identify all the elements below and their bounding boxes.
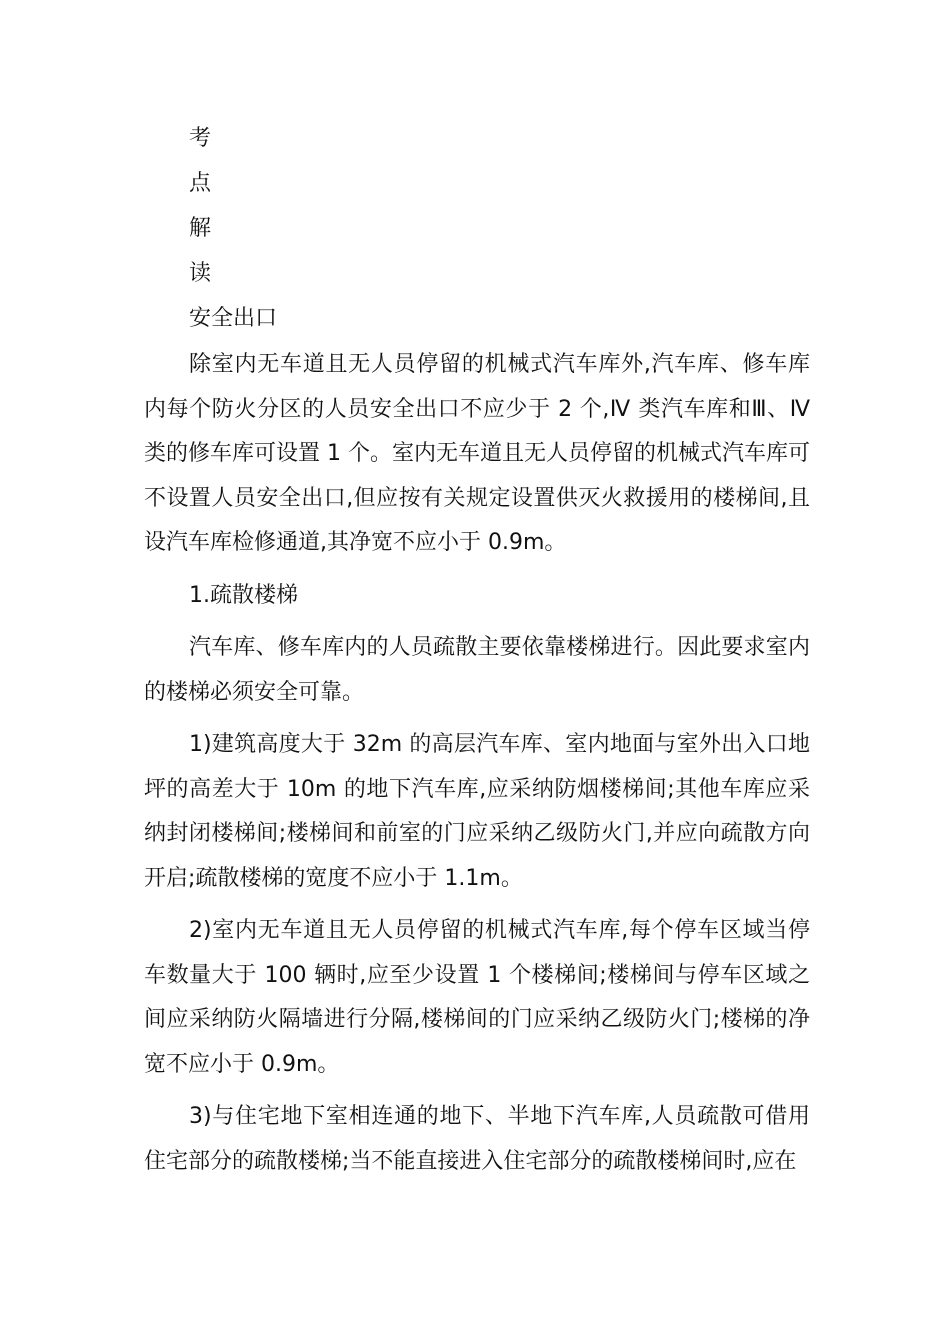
- paragraph-item-3: 3)与住宅地下室相连通的地下、半地下汽车库,人员疏散可借用住宅部分的疏散楼梯;当不能直接进入住宅部分的疏散楼梯间时,应在: [144, 1104, 810, 1174]
- paragraph-item-2: 2)室内无车道且无人员停留的机械式汽车库,每个停车区域当停车数量大于 100 辆时,应至少设置 1 个楼梯间;楼梯间与停车区域之间应采纳防火隔墙进行分隔,楼梯间的门应采纳乙级防火门;楼梯的净宽不应小于 0.9m。: [144, 918, 810, 1077]
- header-char-3: 解: [189, 216, 212, 241]
- header-char-1: 考: [189, 126, 212, 151]
- paragraph-stairs-intro: 汽车库、修车库内的人员疏散主要依靠楼梯进行。因此要求室内的楼梯必须安全可靠。: [144, 635, 810, 705]
- paragraph-item-1: 1)建筑高度大于 32m 的高层汽车库、室内地面与室外出入口地坪的高差大于 10m 的地下汽车库,应采纳防烟楼梯间;其他车库应采纳封闭楼梯间;楼梯间和前室的门应采纳乙级防火门,并应向疏散方向开启;疏散楼梯的宽度不应小于 1.1m。: [144, 732, 810, 891]
- paragraph-safety-exits: 除室内无车道且无人员停留的机械式汽车库外,汽车库、修车库内每个防火分区的人员安全出口不应少于 2 个,Ⅳ 类汽车库和Ⅲ、Ⅳ类的修车库可设置 1 个。室内无车道且无人员停留的机械式汽车库可不设置人员安全出口,但应按有关规定设置供灭火救援用的楼梯间,且设汽车库检修通道,其净宽不应小于 0.9m。: [144, 352, 810, 555]
- header-char-4: 读: [189, 261, 212, 286]
- document-body: [144, 116, 810, 1192]
- section-title: 安全出口: [189, 306, 278, 331]
- subheading-evacuation-stairs: 1.疏散楼梯: [189, 582, 298, 608]
- header-char-2: 点: [189, 171, 212, 196]
